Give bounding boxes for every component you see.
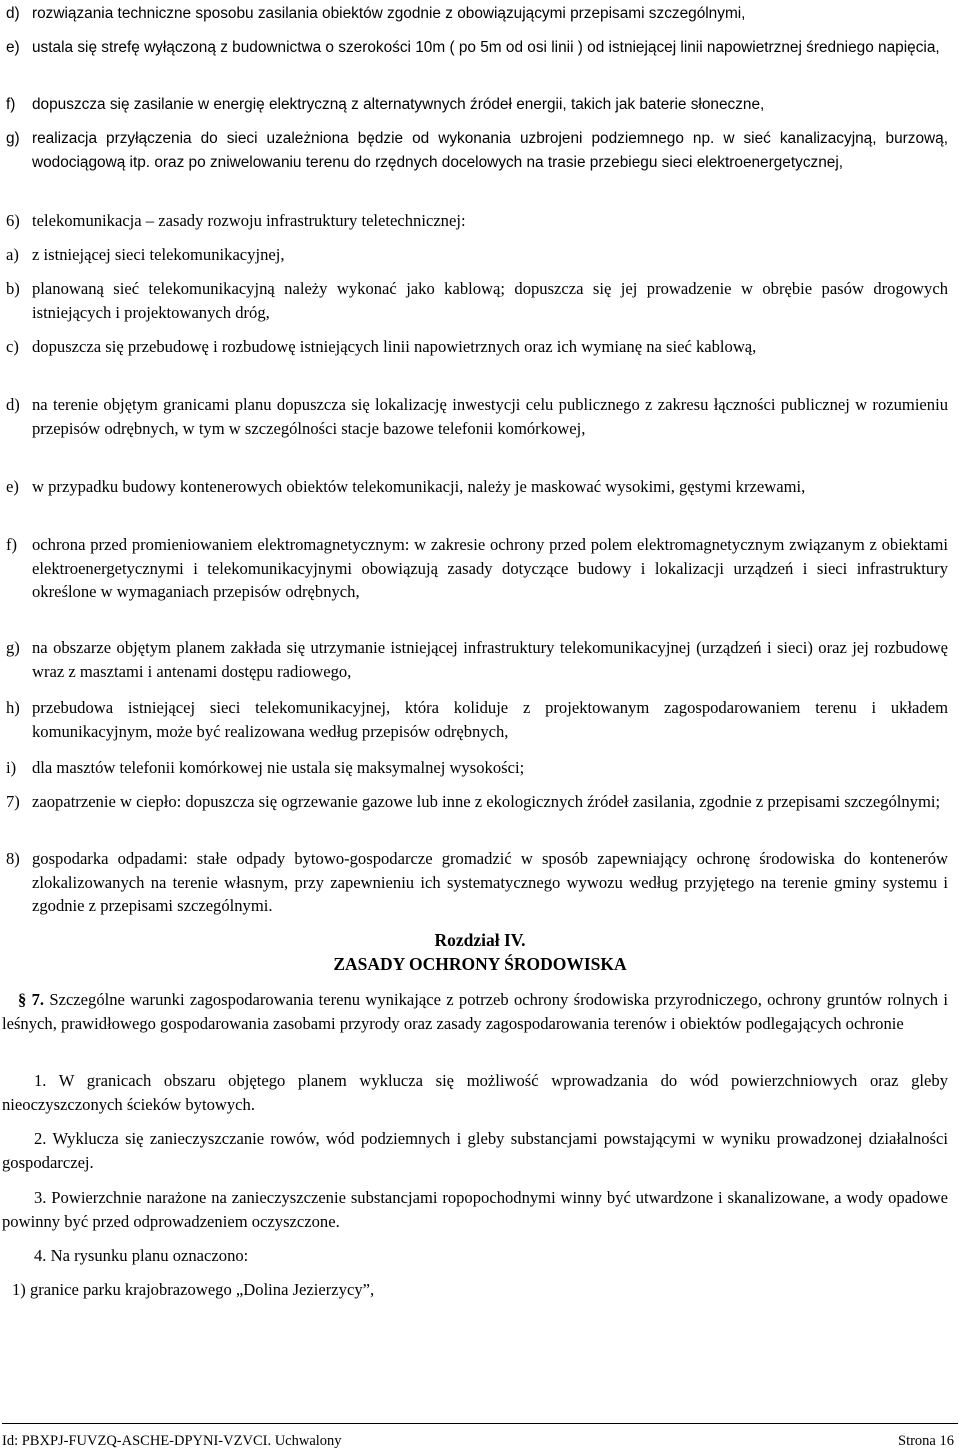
item-text: na terenie objętym granicami planu dopuszcza się lokalizację inwestycji celu publicznego z zakresu łączności publicznej w rozumieniu przepisów odrębnych, w tym w szczególności stacje bazowe telefonii komórkowej, [32, 395, 948, 438]
item-text: realizacja przyłączenia do sieci uzależniona będzie od wykonania uzbrojeni podziemnego np. w sieć kanalizacyjną, burzową, wodociągową itp. oraz po zniwelowaniu terenu do rzędnych docelowych na trasie przebiegu sieci elektroenergetycznej, [32, 130, 948, 171]
list-item-d-tel [6, 393, 948, 440]
list-item-e-tel [6, 475, 948, 499]
item-text: w przypadku budowy kontenerowych obiektów telekomunikacji, należy je maskować wysokimi, gęstymi krzewami, [32, 477, 806, 496]
item-text: granice parku krajobrazowego „Dolina Jezierzycy”, [29, 1280, 375, 1299]
item-label: h) [6, 698, 20, 717]
list-item-i-tel [6, 756, 948, 780]
chapter-title: ZASADY OCHRONY ŚRODOWISKA [333, 954, 627, 974]
item-label: d) [6, 5, 20, 22]
chapter-number: Rozdział IV. [434, 930, 526, 950]
item-label: 8) [6, 849, 20, 868]
item-text: dla masztów telefonii komórkowej nie ustala się maksymalnej wysokości; [32, 758, 525, 777]
item-label: g) [6, 130, 20, 147]
subpoint-1 [12, 1278, 948, 1302]
item-text: dopuszcza się przebudowę i rozbudowę istniejących linii napowietrznych oraz ich wymianę na sieć kablową, [32, 337, 757, 356]
footer-divider [2, 1423, 958, 1424]
item-label: e) [6, 477, 19, 496]
point-6 [6, 209, 948, 233]
item-text: ustala się strefę wyłączoną z budownictwa o szerokości 10m ( po 5m od osi linii ) od istniejącej linii napowietrznej średniego napięcia, [32, 39, 940, 56]
section-mark: § 7. [18, 990, 45, 1009]
item-text: planowaną sieć telekomunikacyjną należy wykonać jako kablową; dopuszcza się jej prowadzenie w obrębie pasów drogowych istniejących i projektowanych dróg, [32, 279, 948, 322]
item-label: 6) [6, 211, 20, 230]
item-label: d) [6, 395, 20, 414]
list-item-f-energy [6, 93, 948, 117]
item-label: e) [6, 39, 20, 56]
point-4: 4. Na rysunku planu oznaczono: [34, 1246, 249, 1265]
point-3: 3. Powierzchnie narażone na zanieczyszczenie substancjami ropopochodnymi winny być utwardzone i skanalizowane, a wody opadowe powinny być przed odprowadzeniem oczyszczone. [2, 1188, 948, 1231]
section-7 [2, 988, 948, 1035]
item-label: b) [6, 279, 20, 298]
list-item-g-energy [6, 127, 948, 174]
item-text: gospodarka odpadami: stałe odpady bytowo-gospodarcze gromadzić w sposób zapewniający ochronę środowiska do kontenerów zlokalizowanych na terenie własnym, przy zapewnieniu ich systematycznego wywozu według przyjętego na terenie gminy systemu i zgodnie z przepisami szczególnymi. [32, 849, 948, 915]
item-text: na obszarze objętym planem zakłada się utrzymanie istniejącej infrastruktury telekomunikacyjnej (urządzeń i sieci) oraz jej rozbudowę wraz z masztami i antenami dostępu radiowego, [32, 638, 948, 681]
list-item-d-energy [6, 2, 948, 26]
item-text: przebudowa istniejącej sieci telekomunikacyjnej, która koliduje z projektowanym zagospodarowaniem terenu i układem komunikacyjnym, może być realizowana według przepisów odrębnych, [32, 698, 948, 741]
footer-document-id: Id: PBXPJ-FUVZQ-ASCHE-DPYNI-VZVCI. Uchwalony [2, 1433, 342, 1449]
footer-page-number: Strona 16 [898, 1433, 954, 1449]
item-text: telekomunikacja – zasady rozwoju infrastruktury teletechnicznej: [32, 211, 466, 230]
item-label: 7) [6, 792, 20, 811]
item-label: i) [6, 758, 17, 777]
list-item-f-tel [6, 533, 948, 604]
item-label: f) [6, 535, 18, 554]
list-item-g-tel [6, 636, 948, 683]
item-text: rozwiązania techniczne sposobu zasilania obiektów zgodnie z obowiązującymi przepisami szczególnymi, [32, 5, 746, 22]
point-8 [6, 847, 948, 918]
item-label: a) [6, 245, 19, 264]
point-7 [6, 790, 948, 814]
item-label: f) [6, 96, 16, 113]
item-text: z istniejącej sieci telekomunikacyjnej, [32, 245, 285, 264]
point-2: 2. Wyklucza się zanieczyszczanie rowów, wód podziemnych i gleby substancjami powstającymi w wyniku prowadzonej działalności gospodarczej. [2, 1129, 948, 1172]
point-1: 1. W granicach obszaru objętego planem wyklucza się możliwość wprowadzania do wód powierzchniowych oraz gleby nieoczyszczonych ścieków bytowych. [2, 1071, 948, 1114]
item-label: 1) [12, 1280, 26, 1299]
list-item-e-energy [6, 36, 948, 60]
item-label: c) [6, 337, 19, 356]
item-text: dopuszcza się zasilanie w energię elektryczną z alternatywnych źródeł energii, takich jak baterie słoneczne, [32, 96, 765, 113]
list-item-a-tel [6, 243, 948, 267]
list-item-h-tel [6, 696, 948, 743]
list-item-b-tel [6, 277, 948, 324]
section-text: Szczególne warunki zagospodarowania terenu wynikające z potrzeb ochrony środowiska przyrodniczego, ochrony gruntów rolnych i leśnych, prawidłowego gospodarowania zasobami przyrody oraz zasady zagospodarowania terenów i obiektów podlegających ochronie [2, 990, 948, 1033]
list-item-c-tel [6, 335, 948, 359]
item-text: zaopatrzenie w ciepło: dopuszcza się ogrzewanie gazowe lub inne z ekologicznych źródeł zasilania, zgodnie z przepisami szczególnymi; [32, 792, 941, 811]
item-text: ochrona przed promieniowaniem elektromagnetycznym: w zakresie ochrony przed polem elektromagnetycznym związanym z obiektami elektroenergetycznymi i telekomunikacyjnymi obowiązują zasady dotyczące budowy i lokalizacji urządzeń i sieci infrastruktury określone w wymaganiach przepisów odrębnych, [32, 535, 948, 601]
item-label: g) [6, 638, 20, 657]
